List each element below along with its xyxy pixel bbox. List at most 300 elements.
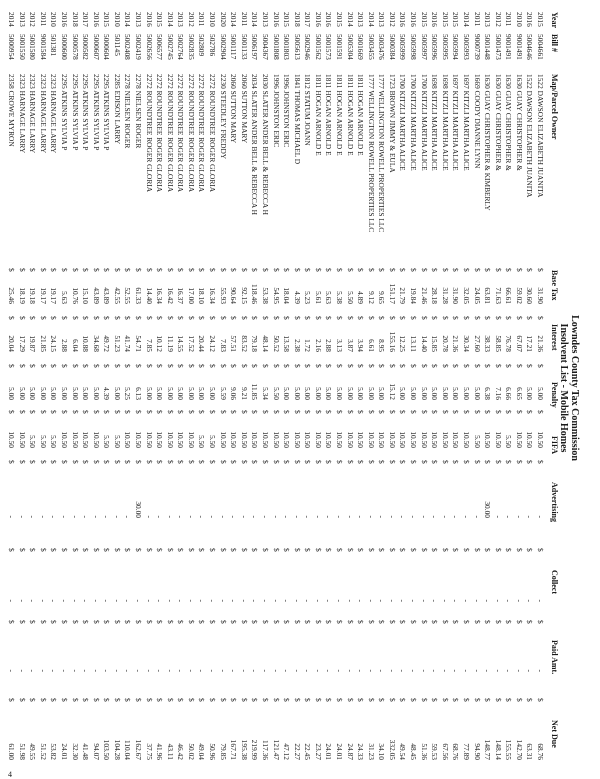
cell-year: 2015 (451, 12, 461, 27)
cell-bill: 5001808 (271, 34, 281, 60)
currency-sign: $ (49, 548, 59, 552)
cell-interest: 10.88 (81, 335, 91, 352)
cell-collect: - (419, 599, 429, 602)
cell-interest: 83.52 (239, 335, 249, 352)
currency-sign: $ (303, 410, 313, 414)
cell-year: 2010 (514, 12, 524, 27)
cell-owner: 2060 SUTTON MARY (229, 74, 239, 144)
currency-sign: $ (91, 268, 101, 272)
currency-sign: $ (271, 698, 281, 702)
cell-base-tax: 25.46 (7, 287, 17, 304)
cell-owner: 1698 KITZLI MARTHA ALICE (440, 74, 450, 171)
currency-sign: $ (155, 620, 165, 624)
cell-penalty: 5.00 (335, 387, 345, 400)
table-body (6, 8, 545, 768)
currency-sign: $ (377, 698, 387, 702)
cell-penalty: 5.00 (155, 387, 165, 400)
cell-fifa: 10.50 (186, 431, 196, 448)
table-row (259, 8, 270, 768)
currency-sign: $ (303, 548, 313, 552)
table-row (365, 8, 376, 768)
cell-net-due: 162.67 (134, 739, 144, 760)
cell-year: 2011 (504, 12, 514, 27)
currency-sign: $ (49, 620, 59, 624)
cell-year: 2016 (525, 12, 535, 27)
cell-collect: - (112, 599, 122, 602)
currency-sign: $ (176, 364, 186, 368)
cell-fifa: 10.50 (483, 431, 493, 448)
currency-sign: $ (398, 316, 408, 320)
cell-paid-amt: - (461, 669, 471, 672)
cell-interest: 58.85 (493, 335, 503, 352)
cell-penalty: 5.00 (398, 387, 408, 400)
currency-sign: $ (472, 698, 482, 702)
cell-net-due: 51.36 (419, 743, 429, 760)
cell-net-due: 41.48 (81, 743, 91, 760)
currency-sign: $ (493, 620, 503, 624)
cell-advertising: 30.00 (483, 501, 493, 518)
table-row (122, 8, 133, 768)
cell-paid-amt: - (451, 669, 461, 672)
cell-bill: 5001573 (324, 34, 334, 60)
cell-fifa: 10.50 (176, 431, 186, 448)
cell-interest: 13.11 (409, 335, 419, 352)
cell-base-tax: 21.79 (398, 287, 408, 304)
currency-sign: $ (451, 410, 461, 414)
currency-sign: $ (377, 548, 387, 552)
currency-sign: $ (504, 268, 514, 272)
currency-sign: $ (409, 316, 419, 320)
cell-advertising: - (335, 515, 345, 518)
cell-owner: 2272 ROUNDTREE ROGER GLORIA (165, 74, 175, 193)
currency-sign: $ (7, 316, 17, 320)
currency-sign: $ (112, 268, 122, 272)
currency-sign: $ (493, 364, 503, 368)
table-row (143, 8, 154, 768)
currency-sign: $ (271, 548, 281, 552)
currency-sign: $ (7, 548, 17, 552)
cell-advertising: - (409, 515, 419, 518)
currency-sign: $ (144, 410, 154, 414)
currency-sign: $ (271, 460, 281, 464)
cell-penalty: 5.59 (218, 387, 228, 400)
cell-interest: 24.12 (208, 335, 218, 352)
cell-paid-amt: - (239, 669, 249, 672)
cell-penalty: 5.00 (282, 387, 292, 400)
cell-year: 2016 (398, 12, 408, 27)
currency-sign: $ (377, 620, 387, 624)
cell-bill: 5002835 (186, 34, 196, 60)
currency-sign: $ (59, 268, 69, 272)
currency-sign: $ (324, 548, 334, 552)
currency-sign: $ (514, 548, 524, 552)
currency-sign: $ (356, 620, 366, 624)
currency-sign: $ (208, 410, 218, 414)
currency-sign: $ (28, 548, 38, 552)
cell-fifa: 10.50 (324, 431, 334, 448)
cell-base-tax: 42.55 (112, 287, 122, 304)
table-row (333, 8, 344, 768)
cell-owner: 2295 ATKINS SYLVIA P (70, 74, 80, 151)
cell-owner: 2272 ROUNDTREE ROGER GLORIA (197, 74, 207, 193)
currency-sign: $ (7, 364, 17, 368)
currency-sign: $ (345, 698, 355, 702)
table-row (386, 8, 397, 768)
col-penalty: Penalty (550, 382, 559, 408)
cell-fifa: 10.50 (123, 431, 133, 448)
cell-collect: - (324, 599, 334, 602)
cell-owner: 2030 SLATER ANDER BELL & REBECCA H (260, 74, 270, 215)
cell-year: 2014 (165, 12, 175, 27)
cell-collect: - (144, 599, 154, 602)
currency-sign: $ (208, 698, 218, 702)
cell-fifa: 10.50 (409, 431, 419, 448)
currency-sign: $ (419, 268, 429, 272)
table-row (492, 8, 503, 768)
currency-sign: $ (493, 460, 503, 464)
report-title: Lowndes County Tax Commission (569, 315, 580, 461)
cell-base-tax: 18.10 (197, 287, 207, 304)
cell-advertising: - (144, 515, 154, 518)
currency-sign: $ (155, 316, 165, 320)
cell-penalty: 5.00 (81, 387, 91, 400)
cell-penalty: 5.00 (7, 387, 17, 400)
cell-collect: - (483, 599, 493, 602)
currency-sign: $ (493, 410, 503, 414)
cell-advertising: - (28, 515, 38, 518)
cell-collect: - (91, 599, 101, 602)
cell-year: 2012 (493, 12, 503, 27)
cell-paid-amt: - (387, 669, 397, 672)
cell-penalty: 5.00 (28, 387, 38, 400)
cell-fifa: 10.50 (536, 431, 545, 448)
currency-sign: $ (292, 698, 302, 702)
currency-sign: $ (250, 548, 260, 552)
currency-sign: $ (483, 620, 493, 624)
currency-sign: $ (451, 698, 461, 702)
currency-sign: $ (335, 460, 345, 464)
cell-paid-amt: - (345, 669, 355, 672)
cell-interest: 7.83 (218, 339, 228, 352)
currency-sign: $ (144, 698, 154, 702)
currency-sign: $ (440, 698, 450, 702)
cell-owner: 2272 ROUNDTREE ROGER GLORIA (208, 74, 218, 193)
cell-interest: 3.13 (335, 339, 345, 352)
currency-sign: $ (377, 316, 387, 320)
table-row (69, 8, 80, 768)
currency-sign: $ (250, 316, 260, 320)
table-row (249, 8, 260, 768)
cell-owner: 2272 ROUNDTREE ROGER GLORIA (155, 74, 165, 193)
cell-year: 2016 (324, 12, 334, 27)
cell-net-due: 68.76 (451, 743, 461, 760)
cell-owner: 1811 HOGAN ARNOLD E (356, 74, 366, 156)
currency-sign: $ (49, 698, 59, 702)
cell-interest: 12.25 (398, 335, 408, 352)
cell-bill: 5002745 (165, 34, 175, 60)
cell-owner: 2230 STEEDLEY FREDDY (218, 74, 228, 160)
cell-owner: 1996 JOHNSTON ERIC (282, 74, 292, 148)
cell-bill: 5005613 (292, 34, 302, 60)
currency-sign: $ (7, 268, 17, 272)
table-row (37, 8, 48, 768)
cell-fifa: 10.50 (250, 431, 260, 448)
cell-penalty: 6.13 (134, 387, 144, 400)
cell-collect: - (525, 599, 535, 602)
cell-interest: 20.44 (197, 335, 207, 352)
cell-bill: 5005996 (430, 34, 440, 60)
cell-base-tax: 71.63 (493, 287, 503, 304)
currency-sign: $ (387, 548, 397, 552)
table-row (228, 8, 239, 768)
cell-base-tax: 5.63 (59, 291, 69, 304)
currency-sign: $ (81, 268, 91, 272)
cell-net-due: 110.04 (123, 739, 133, 760)
cell-collect: - (260, 599, 270, 602)
currency-sign: $ (155, 268, 165, 272)
cell-fifa: 10.50 (366, 431, 376, 448)
currency-sign: $ (430, 620, 440, 624)
currency-sign: $ (59, 364, 69, 368)
currency-sign: $ (303, 698, 313, 702)
currency-sign: $ (525, 698, 535, 702)
cell-base-tax: 9.65 (377, 291, 387, 304)
currency-sign: $ (419, 698, 429, 702)
table-row (524, 8, 535, 768)
currency-sign: $ (134, 410, 144, 414)
cell-year: 2015 (102, 12, 112, 27)
currency-sign: $ (387, 620, 397, 624)
cell-year: 2015 (536, 12, 545, 27)
currency-sign: $ (282, 316, 292, 320)
cell-owner: 2358 CROWE MYRON (7, 74, 17, 147)
cell-penalty: 5.00 (366, 387, 376, 400)
cell-base-tax: 63.81 (483, 287, 493, 304)
cell-year: 2016 (430, 12, 440, 27)
currency-sign: $ (292, 364, 302, 368)
cell-year: 2014 (366, 12, 376, 27)
cell-penalty: 6.66 (504, 387, 514, 400)
cell-paid-amt: - (112, 669, 122, 672)
currency-sign: $ (59, 548, 69, 552)
currency-sign: $ (91, 364, 101, 368)
currency-sign: $ (123, 548, 133, 552)
cell-penalty: 5.00 (91, 387, 101, 400)
table-row (27, 8, 38, 768)
cell-advertising: - (303, 515, 313, 518)
currency-sign: $ (134, 268, 144, 272)
currency-sign: $ (536, 548, 545, 552)
currency-sign: $ (303, 460, 313, 464)
currency-sign: $ (197, 268, 207, 272)
cell-advertising: - (165, 515, 175, 518)
cell-bill: 9001491 (504, 34, 514, 60)
currency-sign: $ (28, 460, 38, 464)
cell-interest: 17.52 (186, 335, 196, 352)
currency-sign: $ (239, 316, 249, 320)
currency-sign: $ (208, 364, 218, 368)
currency-sign: $ (7, 698, 17, 702)
currency-sign: $ (271, 620, 281, 624)
cell-base-tax: 16.34 (208, 287, 218, 304)
currency-sign: $ (112, 364, 122, 368)
table-row (132, 8, 143, 768)
table-row (154, 8, 165, 768)
currency-sign: $ (483, 698, 493, 702)
cell-interest: 21.36 (536, 335, 545, 352)
currency-sign: $ (483, 410, 493, 414)
currency-sign: $ (250, 620, 260, 624)
cell-collect: - (229, 599, 239, 602)
currency-sign: $ (38, 364, 48, 368)
cell-collect: - (536, 599, 545, 602)
currency-sign: $ (504, 364, 514, 368)
cell-fifa: 10.50 (387, 431, 397, 448)
cell-paid-amt: - (229, 669, 239, 672)
currency-sign: $ (134, 364, 144, 368)
cell-paid-amt: - (440, 669, 450, 672)
currency-sign: $ (377, 268, 387, 272)
currency-sign: $ (155, 364, 165, 368)
cell-paid-amt: - (313, 669, 323, 672)
cell-net-due: 37.75 (144, 743, 154, 760)
cell-advertising: - (356, 515, 366, 518)
cell-paid-amt: - (335, 669, 345, 672)
cell-fifa: 10.50 (91, 431, 101, 448)
cell-net-due: 24.01 (335, 743, 345, 760)
table-row (90, 8, 101, 768)
currency-sign: $ (229, 548, 239, 552)
currency-sign: $ (38, 548, 48, 552)
currency-sign: $ (91, 698, 101, 702)
cell-net-due: 23.27 (313, 743, 323, 760)
cell-advertising: - (176, 515, 186, 518)
cell-bill: 501381 (49, 34, 59, 57)
table-row (355, 8, 366, 768)
currency-sign: $ (504, 548, 514, 552)
cell-collect: - (461, 599, 471, 602)
currency-sign: $ (366, 410, 376, 414)
cell-advertising: - (504, 515, 514, 518)
currency-sign: $ (102, 620, 112, 624)
currency-sign: $ (28, 410, 38, 414)
table-row (407, 8, 418, 768)
currency-sign: $ (514, 364, 524, 368)
cell-advertising: - (186, 515, 196, 518)
cell-paid-amt: - (472, 669, 482, 672)
cell-owner: 1669 COODY DIANNE LYNN (472, 74, 482, 169)
cell-owner: 1996 JOHNSTON ERIC (271, 74, 281, 148)
cell-penalty: 7.16 (493, 387, 503, 400)
cell-advertising: - (229, 515, 239, 518)
cell-bill: 5005999 (398, 34, 408, 60)
cell-paid-amt: - (197, 669, 207, 672)
currency-sign: $ (250, 410, 260, 414)
cell-base-tax: 24.05 (472, 287, 482, 304)
cell-year: 2013 (377, 12, 387, 27)
currency-sign: $ (461, 548, 471, 552)
currency-sign: $ (218, 316, 228, 320)
currency-sign: $ (17, 698, 27, 702)
cell-collect: - (134, 599, 144, 602)
cell-penalty: 5.25 (123, 387, 133, 400)
cell-interest: 48.14 (260, 335, 270, 352)
cell-fifa: 10.50 (239, 431, 249, 448)
currency-sign: $ (102, 698, 112, 702)
cell-year: 2014 (229, 12, 239, 27)
cell-advertising: - (472, 515, 482, 518)
currency-sign: $ (112, 698, 122, 702)
currency-sign: $ (239, 364, 249, 368)
currency-sign: $ (17, 620, 27, 624)
cell-owner: 1630 GUAY CHRISTOPHER & (493, 74, 503, 171)
table-row (291, 8, 302, 768)
cell-bill: 5002764 (176, 34, 186, 60)
cell-year: 2010 (49, 12, 59, 27)
currency-sign: $ (440, 364, 450, 368)
currency-sign: $ (461, 698, 471, 702)
currency-sign: $ (229, 364, 239, 368)
cell-advertising: - (7, 515, 17, 518)
cell-bill: 502809 (197, 34, 207, 57)
currency-sign: $ (186, 698, 196, 702)
cell-paid-amt: - (176, 669, 186, 672)
currency-sign: $ (451, 548, 461, 552)
cell-base-tax: 19.84 (409, 287, 419, 304)
cell-penalty: 5.00 (430, 387, 440, 400)
currency-sign: $ (525, 460, 535, 464)
cell-fifa: 5.50 (197, 435, 207, 448)
cell-paid-amt: - (260, 669, 270, 672)
currency-sign: $ (335, 620, 345, 624)
cell-fifa: 10.50 (419, 431, 429, 448)
cell-year: 2015 (419, 12, 429, 27)
cell-owner: 1700 KITZLI MARTHA ALICE (419, 74, 429, 171)
cell-fifa: 10.50 (493, 431, 503, 448)
cell-net-due: 63.31 (525, 743, 535, 760)
cell-advertising: - (208, 515, 218, 518)
currency-sign: $ (525, 620, 535, 624)
currency-sign: $ (440, 460, 450, 464)
cell-bill: 5001550 (17, 34, 27, 60)
cell-advertising: - (536, 515, 545, 518)
currency-sign: $ (366, 316, 376, 320)
currency-sign: $ (472, 316, 482, 320)
cell-advertising: - (197, 515, 207, 518)
cell-bill: 5001117 (229, 34, 239, 60)
cell-year: 2017 (303, 12, 313, 27)
currency-sign: $ (271, 316, 281, 320)
cell-owner: 2295 ATKINS SYLVIA P (91, 74, 101, 151)
table-row (312, 8, 323, 768)
cell-net-due: 22.45 (303, 743, 313, 760)
cell-collect: - (335, 599, 345, 602)
cell-owner: 1700 KITZLI MARTHA ALICE (398, 74, 408, 171)
cell-bill: 9000739 (472, 34, 482, 60)
currency-sign: $ (303, 364, 313, 368)
currency-sign: $ (461, 620, 471, 624)
table-row (429, 8, 440, 768)
cell-paid-amt: - (208, 669, 218, 672)
cell-collect: - (440, 599, 450, 602)
cell-interest: 14.40 (419, 335, 429, 352)
currency-sign: $ (123, 364, 133, 368)
cell-base-tax: 43.89 (91, 287, 101, 304)
currency-sign: $ (271, 364, 281, 368)
cell-owner: 1697 KITZLI MARTHA ALICE (451, 74, 461, 171)
currency-sign: $ (123, 410, 133, 414)
cell-year: 2016 (271, 12, 281, 27)
